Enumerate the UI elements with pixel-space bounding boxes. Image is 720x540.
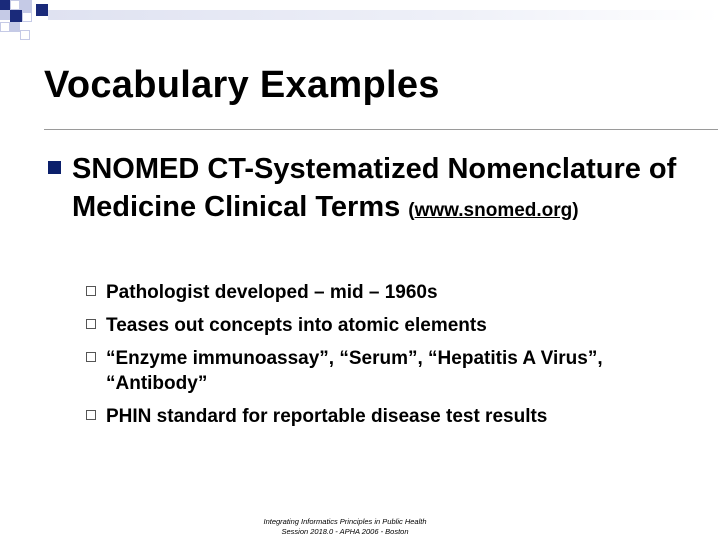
decor-square (36, 4, 48, 16)
decor-bar (48, 10, 720, 20)
decor-square (0, 22, 10, 32)
url-open-paren: ( (408, 200, 415, 221)
corner-decoration (0, 0, 720, 48)
slide-title: Vocabulary Examples (44, 64, 440, 106)
url-wrapper (408, 200, 578, 221)
sub-bullet (86, 280, 706, 305)
decor-square (20, 30, 30, 40)
sub-bullet (86, 313, 706, 338)
main-bullet-label: SNOMED CT-Systematized Nomenclature of Medicine Clinical Terms (72, 153, 677, 223)
main-bullet (44, 150, 694, 230)
decor-square (0, 10, 10, 20)
decor-square (0, 0, 10, 10)
decor-square (22, 12, 32, 22)
sub-bullet-text: Pathologist developed – mid – 1960s (106, 282, 438, 303)
sub-bullet-list (86, 280, 706, 437)
snomed-link[interactable]: www.snomed.org (414, 200, 573, 221)
sub-bullet (86, 404, 706, 429)
sub-bullet-text: “Enzyme immunoassay”, “Serum”, “Hepatitis A Virus”, “Antibody” (106, 348, 603, 394)
decor-square (10, 22, 20, 32)
footer-line-1: Integrating Informatics Principles in Public Health (263, 517, 427, 526)
title-divider (44, 129, 718, 130)
footer-line-2: Session 2018.0 - APHA 2006 - Boston (281, 527, 409, 536)
decor-square (10, 0, 20, 10)
main-bullet-text (72, 150, 694, 230)
hollow-square-bullet-icon (86, 319, 96, 329)
hollow-square-bullet-icon (86, 410, 96, 420)
slide-footer (200, 517, 490, 537)
hollow-square-bullet-icon (86, 286, 96, 296)
square-bullet-icon (48, 161, 61, 174)
sub-bullet (86, 346, 706, 396)
sub-bullet-text: PHIN standard for reportable disease test results (106, 406, 548, 427)
url-close-paren: ) (572, 200, 579, 221)
decor-square (10, 10, 22, 22)
hollow-square-bullet-icon (86, 352, 96, 362)
sub-bullet-text: Teases out concepts into atomic elements (106, 315, 487, 336)
